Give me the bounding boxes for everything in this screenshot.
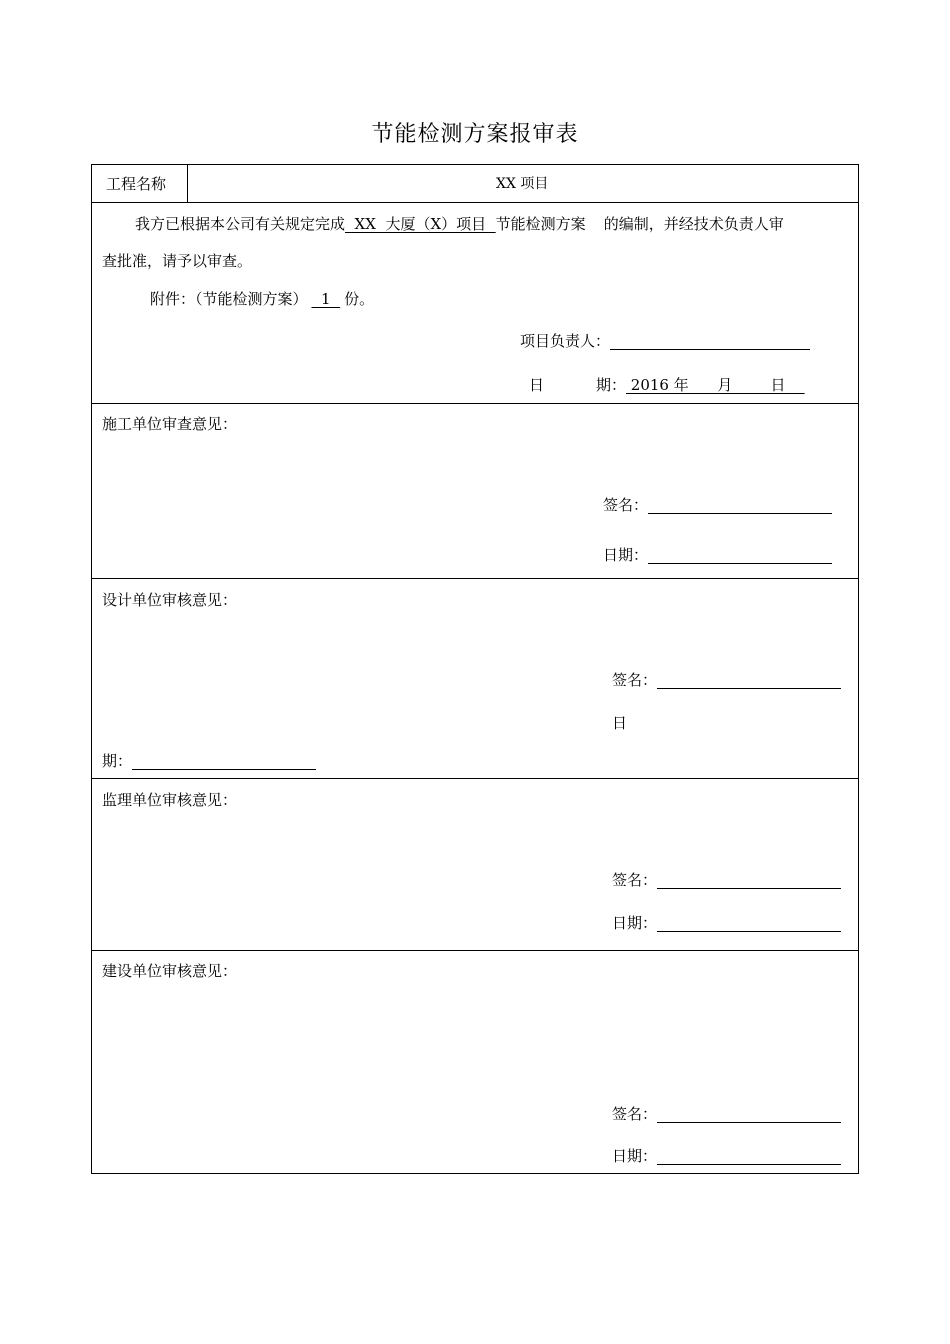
construction-review-heading: 施工单位审查意见： (102, 415, 238, 433)
row-divider (92, 778, 858, 779)
project-name-value: XX 项目 (496, 176, 549, 192)
supervision-sign-line (612, 870, 841, 890)
attachment-count: 1 (311, 290, 341, 308)
date-label-ri: 日 (529, 376, 545, 394)
responsible-label: 项目负责人： (520, 332, 611, 350)
row-divider (92, 578, 858, 579)
construction-sign-field[interactable] (648, 497, 832, 514)
design-date-field[interactable] (132, 753, 316, 770)
attachment-suffix: 份。 (344, 290, 375, 308)
date-label-qi: 期： (596, 376, 627, 394)
project-title-underlined: XX 大厦（X）项目 (345, 215, 496, 233)
supervision-date-field[interactable] (657, 915, 841, 932)
design-date-label-qi: 期： (102, 752, 133, 770)
design-review-heading: 设计单位审核意见： (102, 591, 238, 609)
statement-suffix: 的编制，并经技术负责人审 (603, 215, 784, 233)
design-date-line (102, 751, 316, 771)
construction-date-field[interactable] (648, 547, 832, 564)
owner-date-label: 日期： (612, 1147, 658, 1165)
owner-sign-line (612, 1104, 841, 1124)
construction-date-line (603, 545, 832, 565)
design-sign-field[interactable] (657, 672, 841, 689)
statement-line-2: 查批准，请予以审查。 (102, 252, 253, 270)
owner-sign-label: 签名： (612, 1105, 658, 1123)
owner-sign-field[interactable] (657, 1106, 841, 1123)
construction-sign-line (603, 495, 832, 515)
supervision-sign-field[interactable] (657, 872, 841, 889)
row-divider (92, 950, 858, 951)
responsible-line (520, 331, 810, 351)
owner-date-line (612, 1146, 841, 1166)
row-divider (92, 202, 858, 203)
statement-prefix: 我方已根据本公司有关规定完成 (135, 215, 346, 233)
attachment-line (150, 289, 374, 309)
statement-line-1 (135, 214, 784, 234)
page-title: 节能检测方案报审表 (371, 122, 579, 147)
approval-form (91, 164, 859, 1174)
row-divider (92, 403, 858, 404)
design-date-label-ri: 日 (612, 714, 628, 732)
owner-review-heading: 建设单位审核意见： (102, 962, 238, 980)
construction-date-label: 日期： (603, 546, 649, 564)
owner-date-field[interactable] (657, 1148, 841, 1165)
supervision-sign-label: 签名： (612, 871, 658, 889)
date-line (596, 375, 805, 395)
design-sign-line (612, 670, 841, 690)
attachment-prefix: 附件：（节能检测方案） (150, 290, 308, 308)
supervision-date-label: 日期： (612, 914, 658, 932)
design-sign-label: 签名： (612, 671, 658, 689)
responsible-signature-field[interactable] (610, 333, 810, 350)
supervision-date-line (612, 913, 841, 933)
supervision-review-heading: 监理单位审核意见： (102, 791, 238, 809)
document-name: 节能检测方案 (495, 215, 586, 233)
date-value[interactable]: 2016 年 月 日 (626, 376, 805, 394)
project-name-label: 工程名称 (106, 175, 167, 193)
construction-sign-label: 签名： (603, 496, 649, 514)
column-divider (187, 165, 188, 202)
